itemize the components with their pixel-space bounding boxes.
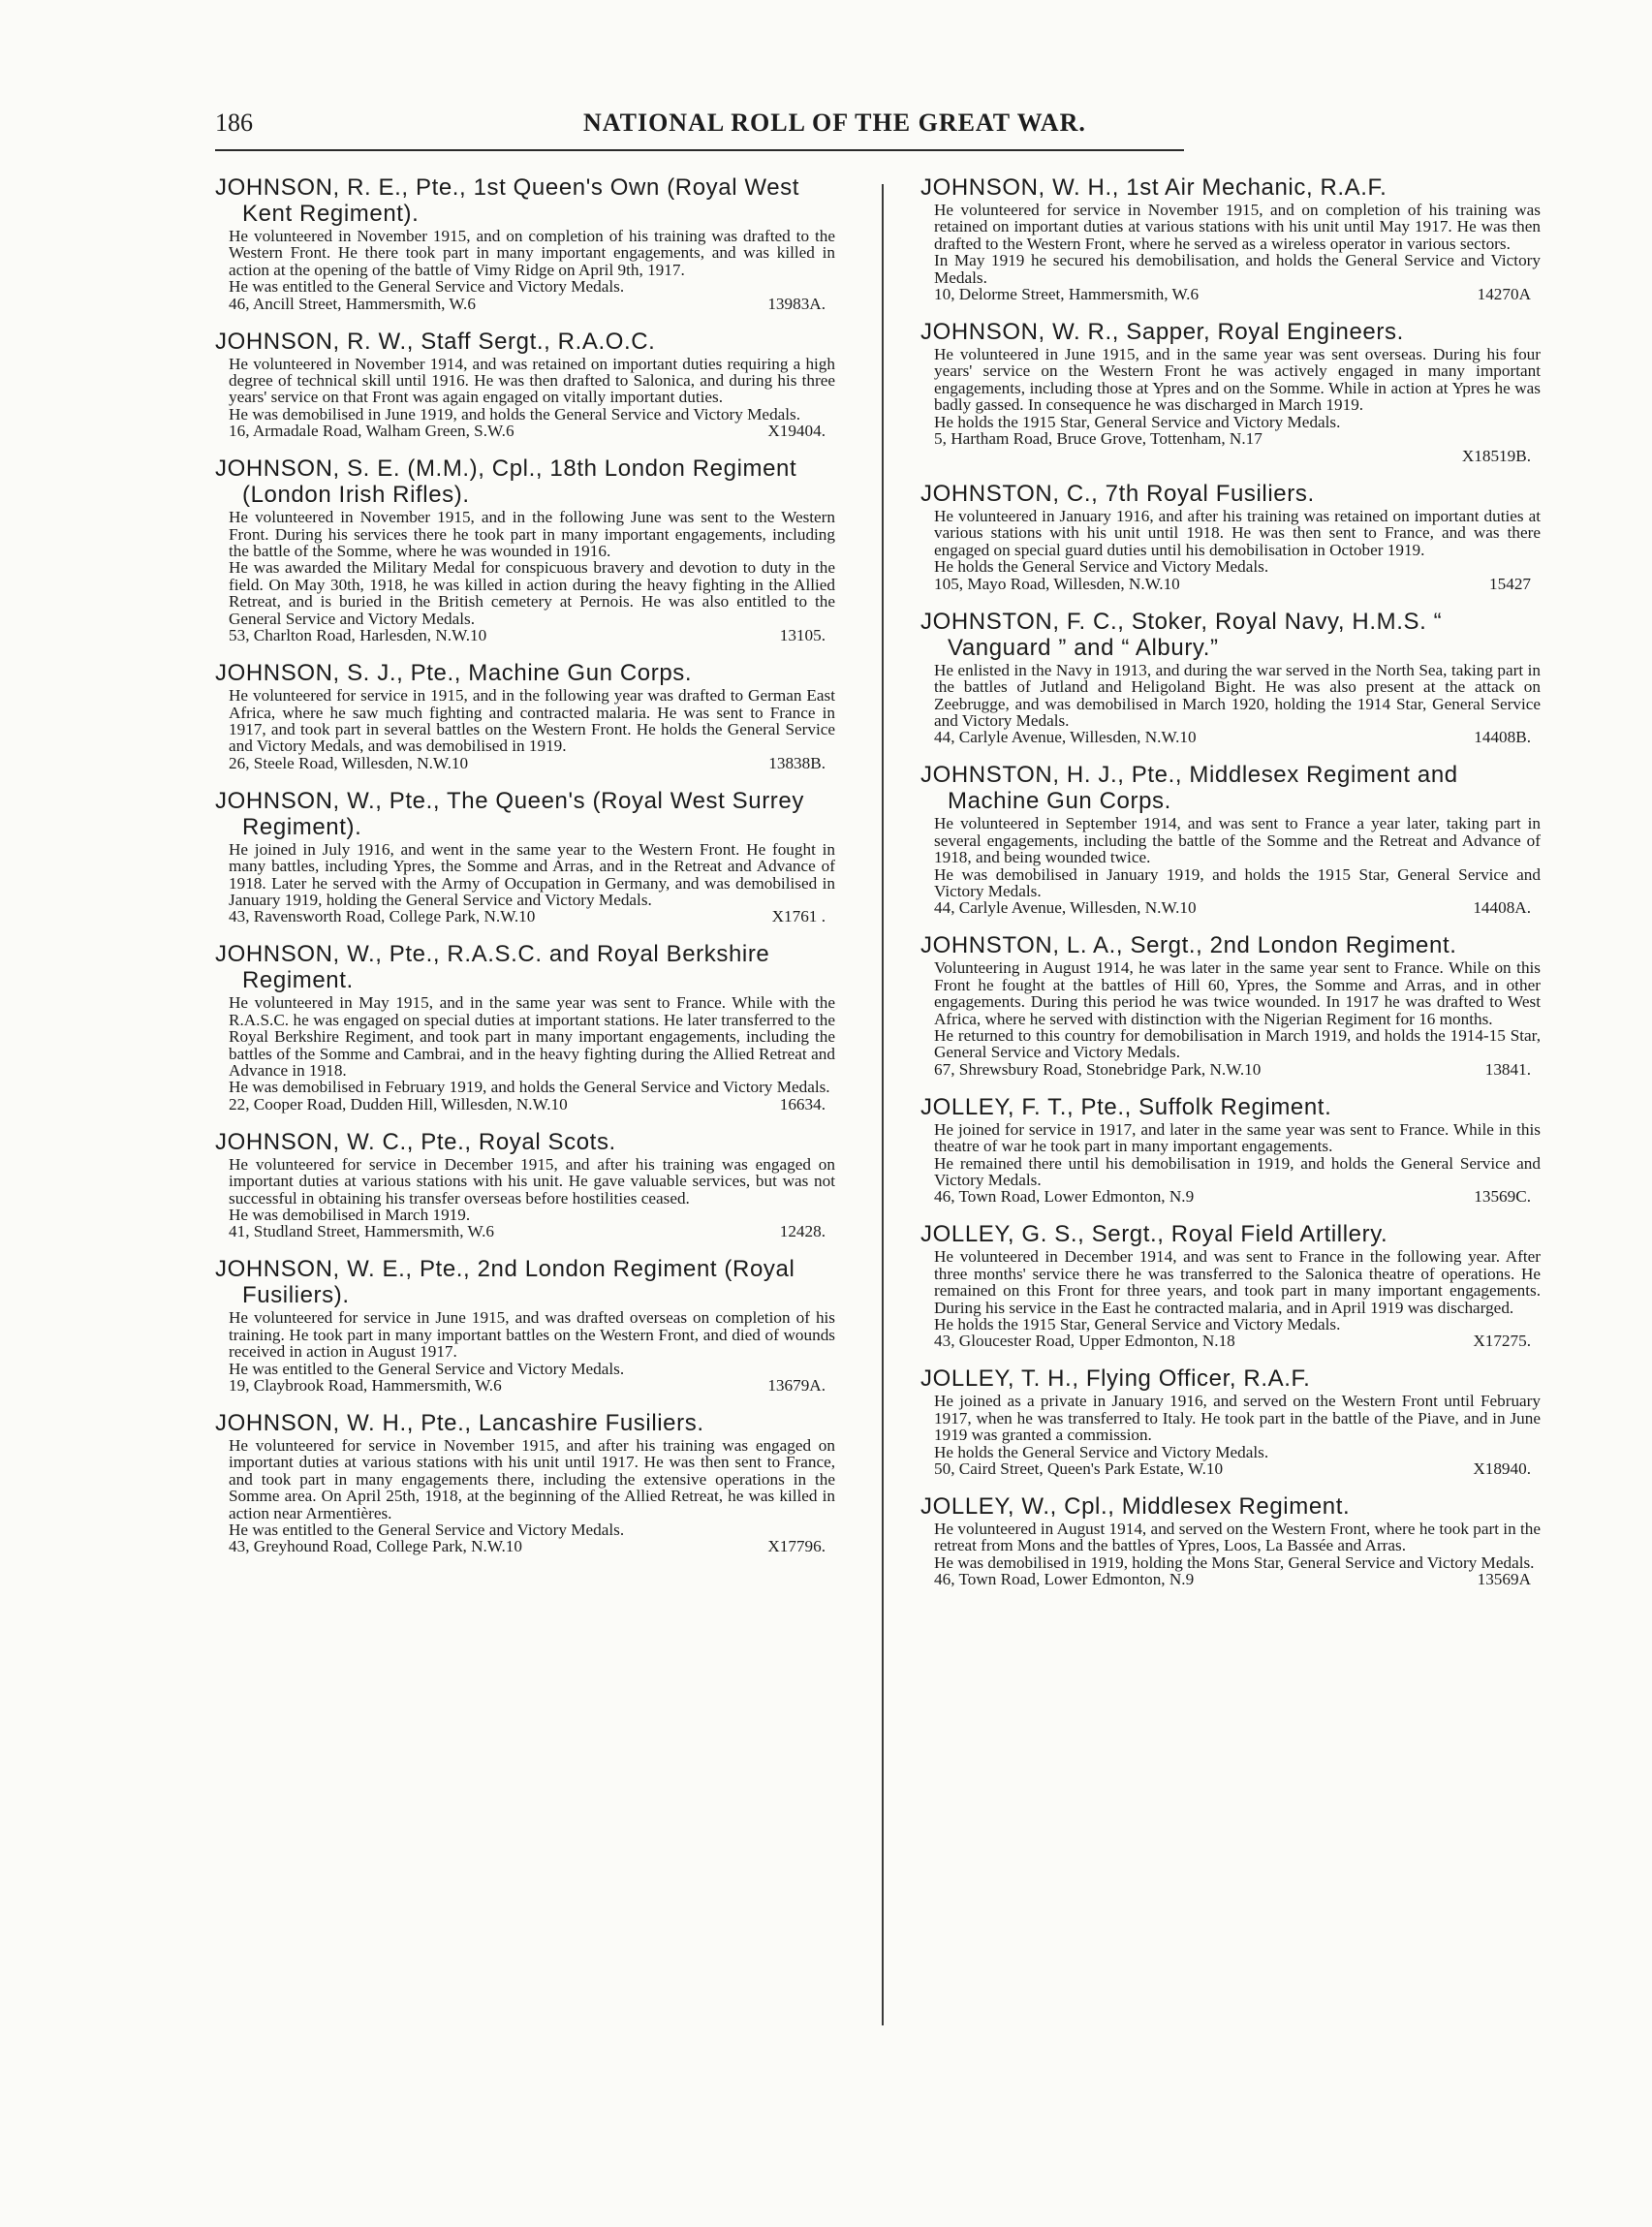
entry-address-line [215, 1096, 835, 1114]
entry-address-line [920, 1061, 1541, 1079]
entry-heading: JOLLEY, T. H., Flying Officer, R.A.F. [920, 1365, 1311, 1393]
entry-address: 44, Carlyle Avenue, Willesden, N.W.10 [934, 898, 1197, 918]
entry-heading: JOHNSON, W., Pte., The Queen's (Royal West Surrey Regiment). [215, 787, 804, 840]
entry-address-line [215, 423, 835, 440]
entry-address: 26, Steele Road, Willesden, N.W.10 [229, 753, 469, 772]
entry-address-line [920, 1188, 1541, 1206]
entry-roll-number: 13838B. [768, 753, 826, 772]
entry-medals-text: He was entitled to the General Service and Victory Medals. [229, 277, 625, 297]
entry-roll-number: 13841. [1484, 1059, 1531, 1079]
roll-entry [215, 1129, 835, 1241]
roll-entry [215, 174, 835, 313]
entry-heading: JOHNSON, W. H., Pte., Lancashire Fusiliers. [215, 1410, 704, 1437]
entry-heading: JOHNSTON, H. J., Pte., Middlesex Regiment and Machine Gun Corps. [920, 762, 1458, 815]
entry-body [215, 1437, 835, 1538]
entry-roll-number: 13105. [779, 626, 826, 645]
entry-address: 46, Town Road, Lower Edmonton, N.9 [934, 1187, 1195, 1207]
roll-entry [920, 932, 1541, 1078]
entry-service-text: He joined as a private in January 1916, and served on the Western Front until February 1917, when he was transferred to Italy. He took part in the battle of the Piave, and in June 1919 was granted a commission. [934, 1392, 1541, 1445]
entry-service-text: He volunteered for service in November 1915, and on completion of his training was retained on important duties at various stations with his unit until May 1917. He was then drafted to the Western Front, where he served as a wireless operator in various sectors. [934, 201, 1541, 253]
entry-body [920, 508, 1541, 576]
entry-heading: JOHNSON, W. C., Pte., Royal Scots. [215, 1128, 616, 1155]
entry-address: 50, Caird Street, Queen's Park Estate, W.10 [934, 1459, 1224, 1479]
entry-medals-text: In May 1919 he secured his demobilisation, and holds the General Service and Victory Medals. [934, 251, 1541, 287]
entry-address-line [215, 908, 835, 925]
roll-entry [920, 1493, 1541, 1588]
entry-service-text: He volunteered for service in November 1915, and after his training was engaged on important duties at various stations with his unit until 1917. He was then sent to France, and took part in many engagements there, including the extensive operations in the Somme area. On April 25th, 1918, at the beginning of the Allied Retreat, he was killed in action near Armentières. [229, 1436, 835, 1522]
entry-address: 44, Carlyle Avenue, Willesden, N.W.10 [934, 728, 1197, 747]
entry-body [920, 1521, 1541, 1571]
entry-address: 46, Town Road, Lower Edmonton, N.9 [934, 1570, 1195, 1589]
entry-heading: JOHNSON, S. J., Pte., Machine Gun Corps. [215, 660, 693, 687]
entry-service-text: He volunteered in May 1915, and in the same year was sent to France. While with the R.A.S.C. he was engaged on special duties at important stations. He later transferred to the Royal Berkshire Regiment, and took part in many important engagements, including the battles of the Somme and Cambrai, and in the heavy fighting during the Allied Retreat and Advance in 1918. [229, 993, 835, 1080]
entry-body [920, 1121, 1541, 1189]
entry-address-line [920, 1571, 1541, 1588]
entry-address: 105, Mayo Road, Willesden, N.W.10 [934, 574, 1180, 593]
entry-address-line [920, 1333, 1541, 1350]
entry-address: 5, Hartham Road, Bruce Grove, Tottenham, N.17 [934, 429, 1262, 449]
entry-body [215, 687, 835, 755]
roll-entry [920, 319, 1541, 465]
entry-body [920, 202, 1541, 286]
entry-service-text: He joined in July 1916, and went in the same year to the Western Front. He fought in many battles, including Ypres, the Somme and Arras, and in the Retreat and Advance of 1918. Later he served with the Army of Occupation in Germany, and was demobilised in January 1919, holding the General Service and Victory Medals. [229, 839, 835, 909]
roll-entry [920, 174, 1541, 303]
entry-heading: JOHNSTON, L. A., Sergt., 2nd London Regiment. [920, 932, 1457, 959]
entry-address-line [920, 899, 1541, 917]
entry-service-text: He volunteered in November 1915, and in the following June was sent to the Western Front. During his services there he took part in many important engagements, including the battle of the Somme, where he was wounded in 1916. [229, 508, 835, 561]
entry-roll-number: X19404. [767, 422, 826, 441]
entry-medals-text: He holds the General Service and Victory Medals. [934, 557, 1269, 577]
entry-service-text: He joined for service in 1917, and later in the same year was sent to France. While in this theatre of war he took part in many important engagements. [934, 1119, 1541, 1156]
roll-entry [920, 1365, 1541, 1478]
entry-medals-text: He remained there until his demobilisation in 1919, and holds the General Service and Victory Medals. [934, 1153, 1541, 1189]
entry-address-line [920, 576, 1541, 593]
entry-address: 43, Gloucester Road, Upper Edmonton, N.18 [934, 1332, 1235, 1351]
entry-body [920, 815, 1541, 899]
entry-address-line [920, 286, 1541, 303]
entry-address: 53, Charlton Road, Harlesden, N.W.10 [229, 626, 487, 645]
entry-service-text: He volunteered in November 1915, and on completion of his training was drafted to the Western Front. He there took part in many important engagements, and was killed in action at the opening of the battle of Vimy Ridge on April 9th, 1917. [229, 227, 835, 279]
entry-heading: JOHNSTON, C., 7th Royal Fusiliers. [920, 481, 1315, 508]
entry-address-line [215, 1377, 835, 1395]
entry-roll-number: 13569C. [1474, 1187, 1531, 1207]
entry-service-text: He volunteered in November 1914, and was retained on important duties requiring a high degree of technical skill until 1916. He was then drafted to Salonica, and during his three years' service on that Front was again engaged on vitally important duties. [229, 354, 835, 407]
entry-roll-number-line [920, 448, 1541, 465]
entry-heading: JOHNSON, W., Pte., R.A.S.C. and Royal Berkshire Regiment. [215, 941, 770, 994]
entry-roll-number: X18940. [1473, 1459, 1531, 1479]
entry-service-text: He volunteered in August 1914, and served on the Western Front, where he took part in the retreat from Mons and the battles of Ypres, Loos, La Bassée and Arras. [934, 1520, 1541, 1555]
entry-heading: JOHNSON, S. E. (M.M.), Cpl., 18th London Regiment (London Irish Rifles). [215, 455, 797, 509]
entry-heading: JOLLEY, F. T., Pte., Suffolk Regiment. [920, 1093, 1332, 1120]
running-title: NATIONAL ROLL OF THE GREAT WAR. [583, 109, 1086, 137]
roll-entry [215, 660, 835, 772]
entry-address-line [920, 1460, 1541, 1478]
entry-heading: JOHNSON, R. E., Pte., 1st Queen's Own (Royal West Kent Regiment). [215, 174, 800, 227]
entry-address: 41, Studland Street, Hammersmith, W.6 [229, 1222, 495, 1241]
entry-medals-text: He was demobilised in March 1919. [229, 1206, 471, 1224]
roll-entry [215, 788, 835, 926]
entry-body [215, 1156, 835, 1224]
entry-roll-number: X1761 . [771, 907, 826, 926]
entry-address: 16, Armadale Road, Walham Green, S.W.6 [229, 422, 514, 441]
entry-roll-number: 16634. [779, 1094, 826, 1114]
entry-address: 43, Ravensworth Road, College Park, N.W.10 [229, 907, 536, 926]
entry-service-text: He volunteered for service in 1915, and in the following year was drafted to German East Africa, where he saw much fighting and contracted malaria. He was sent to France in 1917, and took part in several battles on the Western Front. He holds the General Service and Victory Medals, and was demobilised in 1919. [229, 686, 835, 756]
entry-body [920, 959, 1541, 1060]
entry-service-text: He volunteered in December 1914, and was sent to France in the following year. After three months' service there he was transferred to the Salonica theatre of operations. He remained on this Front for three years, and took part in many important engagements. During his service in the East he contracted malaria, and in April 1919 was discharged. [934, 1247, 1541, 1317]
entry-medals-text: He was entitled to the General Service and Victory Medals. [229, 1521, 625, 1540]
entry-roll-number: 13569A [1477, 1570, 1531, 1589]
entry-service-text: He volunteered in September 1914, and was sent to France a year later, taking part in several engagements, including the battle of the Somme and the Retreat and Advance of 1918, and being wounded twice. [934, 814, 1541, 867]
entry-address-line [215, 296, 835, 313]
entry-roll-number: 15427 [1489, 574, 1531, 593]
entry-service-text: He enlisted in the Navy in 1913, and during the war served in the North Sea, taking part in the battles of Jutland and Heligoland Bight. He was also present at the attack on Zeebrugge, and was demobilised in March 1920, holding the 1914 Star, General Service and Victory Medals. [934, 660, 1541, 730]
entry-body [920, 1393, 1541, 1460]
entry-heading: JOHNSON, W. E., Pte., 2nd London Regiment (Royal Fusiliers). [215, 1256, 795, 1309]
entry-body [920, 1248, 1541, 1333]
entry-body [215, 356, 835, 423]
entry-address: 43, Greyhound Road, College Park, N.W.10 [229, 1537, 522, 1556]
entry-roll-number: 14408A. [1473, 898, 1531, 918]
entry-heading: JOLLEY, W., Cpl., Middlesex Regiment. [920, 1493, 1351, 1521]
entry-heading: JOHNSON, W. H., 1st Air Mechanic, R.A.F. [920, 174, 1387, 201]
page-header [215, 105, 1184, 143]
entry-body [920, 346, 1541, 430]
entry-medals-text: He was awarded the Military Medal for conspicuous bravery and devotion to duty in the field. On May 30th, 1918, he was killed in action during the heavy fighting in the Allied Retreat, and is buried in the British cemetery at Pernois. He was also entitled to the General Service and Victory Medals. [229, 558, 835, 628]
entry-heading: JOHNSON, R. W., Staff Sergt., R.A.O.C. [215, 328, 656, 355]
roll-entry [215, 1410, 835, 1555]
entry-heading: JOLLEY, G. S., Sergt., Royal Field Artillery. [920, 1221, 1388, 1248]
entry-roll-number: X17275. [1473, 1332, 1531, 1351]
roll-entry [215, 329, 835, 441]
entry-address-line [215, 1538, 835, 1555]
entry-medals-text: He was entitled to the General Service and Victory Medals. [229, 1359, 625, 1378]
entry-service-text: Volunteering in August 1914, he was later in the same year sent to France. While on this Front he fought at the battles of Hill 60, Ypres, the Somme and Arras, and in other engagements. During this period he was twice wounded. In 1917 he was drafted to West Africa, where he served with distinction with the Nigerian Regiment for 16 months. [934, 958, 1541, 1028]
entry-roll-number: X18519B. [1461, 447, 1531, 466]
left-column [215, 174, 835, 1571]
page-number: 186 [215, 109, 253, 137]
entry-medals-text: He was demobilised in June 1919, and holds the General Service and Victory Medals. [229, 404, 801, 423]
roll-entry [920, 1094, 1541, 1207]
roll-entry [215, 455, 835, 644]
entry-heading: JOHNSTON, F. C., Stoker, Royal Navy, H.M.S. “ Vanguard ” and “ Albury.” [920, 608, 1443, 661]
roll-entry [215, 941, 835, 1113]
entry-address: 46, Ancill Street, Hammersmith, W.6 [229, 294, 476, 313]
entry-body [215, 1309, 835, 1377]
entry-roll-number: 14408B. [1474, 728, 1531, 747]
entry-body [920, 662, 1541, 730]
header-rule [215, 149, 1184, 151]
entry-address: 19, Claybrook Road, Hammersmith, W.6 [229, 1376, 502, 1396]
entry-roll-number: 13679A. [767, 1376, 826, 1396]
entry-address-line [215, 627, 835, 644]
entry-medals-text: He was demobilised in January 1919, and holds the 1915 Star, General Service and Victory Medals. [934, 864, 1541, 900]
entry-body [215, 994, 835, 1095]
entry-heading: JOHNSON, W. R., Sapper, Royal Engineers. [920, 319, 1404, 346]
entry-address-line [215, 755, 835, 772]
entry-service-text: He volunteered for service in December 1915, and after his training was engaged on important duties at various stations with his unit. He gave valuable services, but was not successful in obtaining his transfer overseas before hostilities ceased. [229, 1154, 835, 1208]
column-divider [882, 184, 884, 2025]
entry-service-text: He volunteered in June 1915, and in the same year was sent overseas. During his four years' service on the Western Front he was actively engaged in many important engagements, including those at Ypres and on the Somme. While in action at Ypres he was badly gassed. In consequence he was discharged in March 1919. [934, 345, 1541, 415]
entry-address: 22, Cooper Road, Dudden Hill, Willesden, N.W.10 [229, 1094, 568, 1114]
roll-entry [920, 609, 1541, 747]
roll-entry [920, 481, 1541, 593]
right-column [920, 174, 1541, 1604]
entry-medals-text: He was demobilised in 1919, holding the Mons Star, General Service and Victory Medals. [934, 1553, 1535, 1572]
entry-address-line [215, 1223, 835, 1240]
entry-medals-text: He holds the General Service and Victory Medals. [934, 1442, 1269, 1461]
entry-roll-number: X17796. [767, 1537, 826, 1556]
entry-medals-text: He was demobilised in February 1919, and holds the General Service and Victory Medals. [229, 1078, 830, 1097]
entry-medals-text: He holds the 1915 Star, General Service and Victory Medals. [934, 1315, 1341, 1334]
roll-entry [215, 1256, 835, 1395]
entry-address: 67, Shrewsbury Road, Stonebridge Park, N.W.10 [934, 1059, 1262, 1079]
entry-roll-number: 14270A [1477, 285, 1531, 304]
entry-medals-text: He returned to this country for demobilisation in March 1919, and holds the 1914-15 Star, General Service and Victory Medals. [934, 1025, 1541, 1062]
entry-roll-number: 12428. [779, 1222, 826, 1241]
entry-address-line [920, 729, 1541, 746]
entry-service-text: He volunteered in January 1916, and after his training was retained on important duties at various stations with his unit until 1918. He was then sent to France, and was there engaged on special guard duties until his demobilisation in October 1919. [934, 507, 1541, 559]
entry-address-line [920, 430, 1541, 448]
entry-roll-number: 13983A. [767, 294, 826, 313]
entry-medals-text: He holds the 1915 Star, General Service and Victory Medals. [934, 412, 1341, 431]
roll-entry [920, 762, 1541, 917]
entry-service-text: He volunteered for service in June 1915, and was drafted overseas on completion of his training. He took part in many important battles on the Western Front, and died of wounds received in action in August 1917. [229, 1308, 835, 1362]
entry-body [215, 228, 835, 296]
roll-entry [920, 1221, 1541, 1350]
entry-address: 10, Delorme Street, Hammersmith, W.6 [934, 285, 1200, 304]
entry-body [215, 841, 835, 909]
entry-body [215, 509, 835, 627]
